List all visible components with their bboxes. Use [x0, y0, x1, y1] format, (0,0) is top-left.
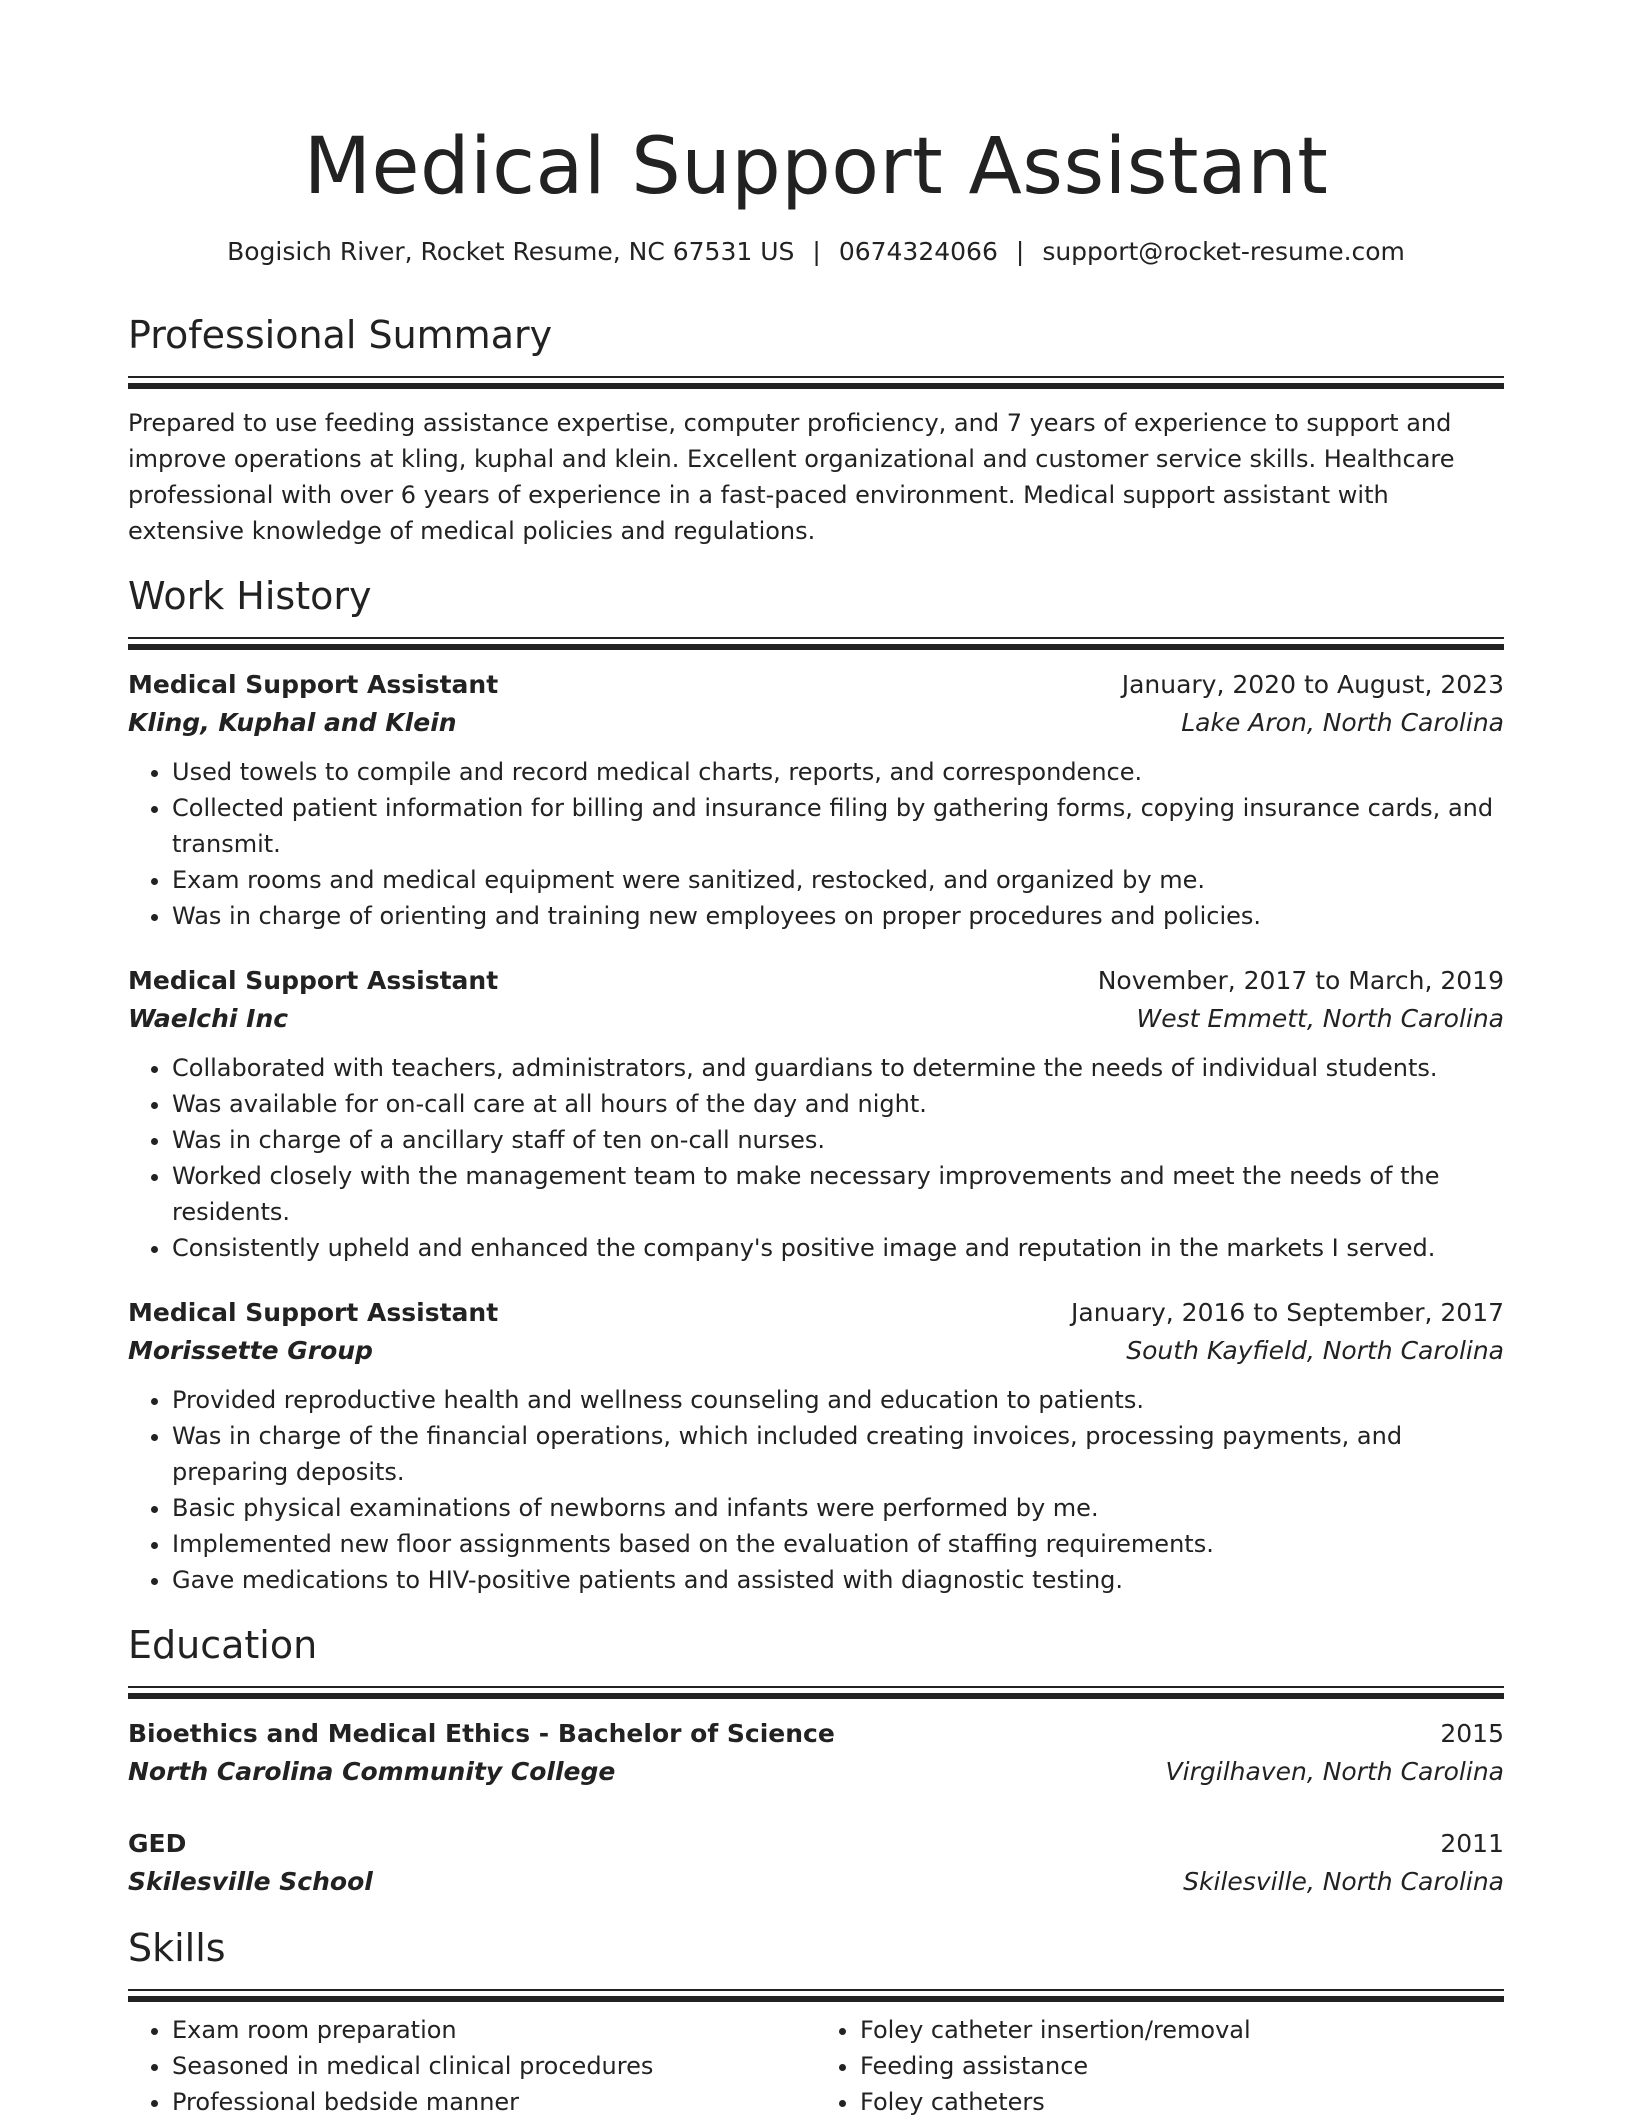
job-bullet: • Collaborated with teachers, administrators, and guardians to determine the needs of individual students.	[172, 1050, 1504, 1086]
education-header	[128, 1825, 1504, 1863]
job-bullet: • Worked closely with the management team to make necessary improvements and meet the needs of the residents.	[172, 1158, 1504, 1230]
education-degree: GED	[128, 1829, 187, 1858]
job-bullets	[128, 754, 1504, 934]
job-entry	[128, 962, 1504, 1266]
job-subheader	[128, 1332, 1504, 1370]
section-title-work: Work History	[128, 574, 372, 618]
job-bullets	[128, 1382, 1504, 1598]
contact-separator: |	[812, 237, 821, 266]
job-subheader	[128, 704, 1504, 742]
education-degree: Bioethics and Medical Ethics - Bachelor of Science	[128, 1719, 835, 1748]
section-title-education: Education	[128, 1623, 318, 1667]
contact-separator: |	[1015, 237, 1025, 266]
skill-item: • Professional bedside manner	[172, 2084, 816, 2120]
job-location: West Emmett, North Carolina	[1136, 1004, 1504, 1033]
job-header	[128, 962, 1504, 1000]
skill-item: • Exam room preparation	[172, 2012, 816, 2048]
job-bullet: • Basic physical examinations of newborns and infants were performed by me.	[172, 1490, 1504, 1526]
job-role: Medical Support Assistant	[128, 670, 499, 699]
education-location: Virgilhaven, North Carolina	[1165, 1757, 1504, 1786]
job-entry	[128, 1294, 1504, 1598]
job-location: Lake Aron, North Carolina	[1181, 708, 1504, 737]
contact-email: support@rocket-resume.com	[1042, 237, 1405, 266]
education-subheader	[128, 1863, 1504, 1901]
job-bullet: • Gave medications to HIV-positive patients and assisted with diagnostic testing.	[172, 1562, 1504, 1598]
job-entry	[128, 666, 1504, 934]
skill-item: • Foley catheter insertion/removal	[860, 2012, 1504, 2048]
education-subheader	[128, 1753, 1504, 1791]
work-section	[128, 571, 1504, 1598]
job-dates: November, 2017 to March, 2019	[1097, 966, 1504, 995]
job-company: Kling, Kuphal and Klein	[128, 708, 457, 737]
job-company: Waelchi Inc	[128, 1004, 289, 1033]
education-entry	[128, 1825, 1504, 1901]
skill-item: • Foley catheters	[860, 2084, 1504, 2120]
section-divider	[128, 376, 1504, 389]
job-bullet: • Consistently upheld and enhanced the company's positive image and reputation in the markets I served.	[172, 1230, 1504, 1266]
summary-text: Prepared to use feeding assistance expertise, computer proficiency, and 7 years of experience to support and improve operations at kling, kuphal and klein. Excellent organizational and customer service skills. Healthcare professional with over 6 years of experience in a fast-paced environment. Medical support assistant with extensive knowledge of medical policies and regulations.	[128, 409, 1455, 545]
skill-item: • Seasoned in medical clinical procedures	[172, 2048, 816, 2084]
section-title-skills: Skills	[128, 1926, 226, 1970]
section-divider	[128, 637, 1504, 650]
job-bullet: • Provided reproductive health and wellness counseling and education to patients.	[172, 1382, 1504, 1418]
section-title-summary: Professional Summary	[128, 313, 553, 357]
job-bullet: • Collected patient information for billing and insurance filing by gathering forms, copying insurance cards, and transmit.	[172, 790, 1504, 862]
contact-line	[128, 234, 1504, 270]
job-bullet: • Was in charge of the financial operations, which included creating invoices, processing payments, and preparing deposits.	[172, 1418, 1504, 1490]
contact-address: Bogisich River, Rocket Resume, NC 67531 US	[227, 237, 795, 266]
job-bullet: • Was in charge of a ancillary staff of ten on-call nurses.	[172, 1122, 1504, 1158]
job-header	[128, 1294, 1504, 1332]
skills-list-right	[816, 2012, 1504, 2120]
skills-columns	[128, 2012, 1504, 2120]
education-school: North Carolina Community College	[128, 1757, 616, 1786]
job-bullet: • Implemented new floor assignments based on the evaluation of staffing requirements.	[172, 1526, 1504, 1562]
skills-list-left	[128, 2012, 816, 2120]
job-dates: January, 2016 to September, 2017	[1071, 1298, 1504, 1327]
job-header	[128, 666, 1504, 704]
job-bullets	[128, 1050, 1504, 1266]
job-role: Medical Support Assistant	[128, 966, 499, 995]
resume-name: Medical Support Assistant	[303, 122, 1329, 212]
section-divider	[128, 1989, 1504, 2002]
job-bullet: • Was in charge of orienting and training new employees on proper procedures and policies.	[172, 898, 1504, 934]
skill-item: • Feeding assistance	[860, 2048, 1504, 2084]
job-dates: January, 2020 to August, 2023	[1121, 670, 1504, 699]
education-entry	[128, 1715, 1504, 1791]
job-bullet: • Used towels to compile and record medical charts, reports, and correspondence.	[172, 754, 1504, 790]
job-location: South Kayfield, North Carolina	[1126, 1336, 1504, 1365]
skills-section	[128, 1923, 1504, 2120]
education-year: 2011	[1440, 1829, 1504, 1858]
summary-section	[128, 310, 1504, 549]
education-school: Skilesville School	[128, 1867, 373, 1896]
education-header	[128, 1715, 1504, 1753]
job-bullet: • Was available for on-call care at all hours of the day and night.	[172, 1086, 1504, 1122]
job-company: Morissette Group	[128, 1336, 373, 1365]
job-role: Medical Support Assistant	[128, 1298, 499, 1327]
contact-phone: 0674324066	[838, 237, 998, 266]
education-section	[128, 1620, 1504, 1901]
education-location: Skilesville, North Carolina	[1183, 1867, 1504, 1896]
section-divider	[128, 1686, 1504, 1699]
job-bullet: • Exam rooms and medical equipment were sanitized, restocked, and organized by me.	[172, 862, 1504, 898]
education-year: 2015	[1440, 1719, 1504, 1748]
job-subheader	[128, 1000, 1504, 1038]
